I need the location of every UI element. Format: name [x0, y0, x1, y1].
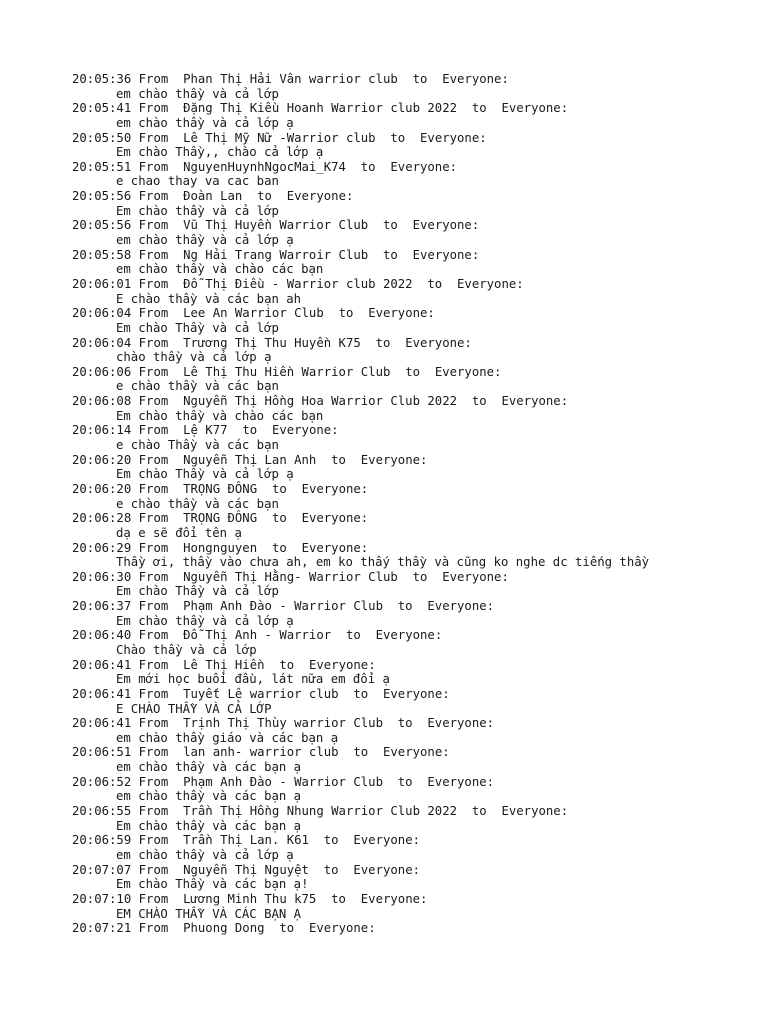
chat-message-text: e chào thầy và các bạn	[116, 379, 279, 394]
message-sender: Lê Thị Mỹ Nữ -Warrior club	[183, 130, 376, 145]
message-sender: lan anh- warrior club	[183, 745, 339, 760]
message-timestamp: 20:05:56	[72, 189, 132, 204]
chat-message-text: e chao thay va cac ban	[116, 174, 279, 189]
to-label: to	[271, 511, 287, 526]
message-recipient: Everyone	[360, 452, 421, 467]
message-sender: Lệ K77	[183, 423, 228, 438]
chat-message-header: 20:05:50 From Lê Thị Mỹ Nữ -Warrior club to Everyone:	[72, 130, 487, 145]
to-label: to	[412, 569, 428, 584]
message-recipient: Everyone	[412, 218, 472, 233]
message-timestamp: 20:06:37	[72, 599, 132, 614]
chat-message-header: 20:06:59 From Trần Thị Lan. K61 to Everyone:	[72, 833, 421, 848]
message-sender: Hongnguyen	[183, 540, 258, 555]
from-label: From	[138, 862, 169, 877]
to-label: to	[242, 423, 258, 438]
message-recipient: Everyone	[390, 159, 450, 174]
message-sender: Trần Thị Hồng Nhung Warrior Club 2022	[183, 804, 458, 819]
message-sender: Ng Hải Trang Warroir Club	[183, 247, 369, 262]
from-label: From	[138, 833, 169, 848]
message-recipient: Everyone	[271, 423, 332, 438]
message-timestamp: 20:07:07	[72, 862, 132, 877]
chat-message-text: em chào thầy và các bạn ạ	[116, 760, 302, 775]
message-sender: Nguyễn Thị Hằng- Warrior Club	[183, 569, 398, 584]
from-label: From	[138, 716, 169, 731]
chat-message-header: 20:05:41 From Đặng Thị Kiều Hoanh Warrior club 2022 to Everyone:	[72, 101, 569, 116]
to-label: to	[338, 306, 354, 321]
to-label: to	[397, 716, 413, 731]
to-label: to	[471, 804, 487, 819]
message-recipient: Everyone	[368, 306, 428, 321]
from-label: From	[138, 72, 169, 86]
message-timestamp: 20:06:01	[72, 276, 132, 291]
from-label: From	[138, 774, 169, 789]
chat-message-header: 20:06:41 From Tuyết Lê warrior club to Everyone:	[72, 686, 450, 701]
to-label: to	[375, 335, 391, 350]
message-sender: Phuong Dong	[183, 921, 265, 936]
chat-message-header: 20:05:56 From Vũ Thị Huyền Warrior Club to Everyone:	[72, 218, 480, 233]
message-timestamp: 20:06:28	[72, 511, 132, 526]
message-recipient: Everyone	[383, 686, 443, 701]
chat-message-text: em chào thầy và cả lớp ạ	[116, 233, 294, 248]
chat-message-header: 20:06:04 From Trương Thị Thu Huyền K75 to Everyone:	[72, 335, 472, 350]
message-timestamp: 20:05:36	[72, 72, 132, 86]
chat-message-text: chào thầy và cả lớp ạ	[116, 350, 272, 365]
message-recipient: Everyone	[301, 540, 361, 555]
message-sender: Phạm Anh Đào - Warrior Club	[183, 599, 383, 614]
message-recipient: Everyone	[412, 247, 472, 262]
message-timestamp: 20:06:41	[72, 716, 132, 731]
message-sender: Vũ Thị Huyền Warrior Club	[183, 218, 369, 233]
to-label: to	[331, 891, 346, 906]
from-label: From	[138, 189, 169, 204]
message-sender: TRỌNG ĐÔNG	[183, 481, 258, 496]
message-timestamp: 20:06:59	[72, 833, 132, 848]
message-timestamp: 20:06:08	[72, 394, 132, 409]
message-sender: Nguyễn Thị Lan Anh	[183, 452, 317, 467]
message-recipient: Everyone	[427, 599, 487, 614]
message-timestamp: 20:05:58	[72, 247, 132, 262]
message-timestamp: 20:06:20	[72, 452, 132, 467]
chat-message-text: em chào thầy và cả lớp	[116, 86, 279, 101]
from-label: From	[138, 569, 169, 584]
message-sender: Phạm Anh Đào - Warrior Club	[183, 774, 383, 789]
chat-message-text: dạ e sẽ đổi tên ạ	[116, 525, 242, 540]
chat-message-header: 20:06:08 From Nguyễn Thị Hồng Hoa Warrior Club 2022 to Everyone:	[72, 394, 569, 409]
chat-message-text: em chào thầy và cả lớp ạ	[116, 115, 294, 130]
chat-message-header: 20:06:29 From Hongnguyen to Everyone:	[72, 540, 369, 555]
message-timestamp: 20:06:29	[72, 540, 132, 555]
message-recipient: Everyone	[434, 364, 495, 379]
message-recipient: Everyone	[301, 481, 361, 496]
chat-message-header: 20:06:30 From Nguyễn Thị Hằng- Warrior Club to Everyone:	[72, 569, 509, 584]
chat-transcript	[72, 72, 732, 936]
chat-message-text: Em chào Thầy và cả lớp	[116, 584, 279, 599]
to-label: to	[271, 540, 287, 555]
chat-message-header: 20:07:07 From Nguyễn Thị Nguyệt to Everyone:	[72, 862, 421, 877]
chat-message-text: Em chào Thầy và các bạn ạ!	[116, 877, 309, 892]
to-label: to	[390, 130, 406, 145]
chat-message-text: Em chào Thầy,, chào cả lớp ạ	[116, 145, 324, 160]
to-label: to	[323, 862, 339, 877]
chat-message-text: Em chào Thầy và cả lớp	[116, 320, 279, 335]
chat-message-header: 20:06:01 From Đỗ Thị Điều - Warrior club 2022 to Everyone:	[72, 276, 524, 291]
message-sender: Phan Thị Hải Vân warrior club	[183, 72, 398, 86]
chat-message-text: Em chào thầy và các bạn ạ	[116, 818, 302, 833]
to-label: to	[257, 189, 272, 204]
message-sender: Tuyết Lê warrior club	[183, 686, 339, 701]
chat-message-text: Em chào thầy và cả lớp ạ	[116, 613, 294, 628]
message-sender: Lê Thị Thu Hiền Warrior Club	[183, 364, 391, 379]
from-label: From	[138, 657, 169, 672]
message-timestamp: 20:06:14	[72, 423, 132, 438]
to-label: to	[397, 599, 413, 614]
message-recipient: Everyone	[427, 716, 487, 731]
message-recipient: Everyone	[442, 569, 502, 584]
chat-message-header: 20:06:51 From lan anh- warrior club to Everyone:	[72, 745, 450, 760]
chat-message-text: Chào thầy và cả lớp	[116, 642, 257, 657]
to-label: to	[397, 774, 413, 789]
message-timestamp: 20:06:52	[72, 774, 132, 789]
message-recipient: Everyone	[383, 745, 443, 760]
chat-message-text: em chào thầy giáo và các bạn ạ	[116, 730, 339, 745]
message-recipient: Everyone	[427, 774, 487, 789]
message-timestamp: 20:06:40	[72, 628, 132, 643]
message-sender: Nguyễn Thị Nguyệt	[183, 862, 309, 877]
message-recipient: Everyone	[442, 72, 502, 86]
chat-message-header: 20:05:58 From Ng Hải Trang Warroir Club to Everyone:	[72, 247, 480, 262]
from-label: From	[138, 511, 169, 526]
to-label: to	[427, 276, 443, 291]
chat-message-text: E chào thầy và các bạn ah	[116, 291, 302, 306]
chat-message-text: e chào Thầy và các bạn	[116, 438, 279, 453]
from-label: From	[138, 452, 169, 467]
message-timestamp: 20:06:04	[72, 335, 132, 350]
message-recipient: Everyone	[360, 891, 421, 906]
from-label: From	[138, 247, 169, 262]
chat-message-text: E CHÀO THẦY VÀ CẢ LỚP	[116, 701, 272, 716]
message-recipient: Everyone	[457, 276, 517, 291]
chat-message-text: em chào thầy và cả lớp ạ	[116, 847, 294, 862]
chat-message-text: Em chào thầy và cả lớp	[116, 203, 279, 218]
chat-message-header: 20:06:40 From Đỗ Thị Anh - Warrior to Everyone:	[72, 628, 443, 643]
message-recipient: Everyone	[405, 335, 465, 350]
message-sender: Nguyễn Thị Hồng Hoa Warrior Club 2022	[183, 394, 458, 409]
from-label: From	[138, 540, 169, 555]
message-recipient: Everyone	[420, 130, 480, 145]
to-label: to	[279, 657, 295, 672]
chat-message-header: 20:05:51 From NguyenHuynhNgocMai_K74 to Everyone:	[72, 159, 458, 174]
message-timestamp: 20:05:50	[72, 130, 132, 145]
message-recipient: Everyone	[501, 101, 561, 116]
to-label: to	[412, 72, 428, 86]
chat-message-text: Em chào Thầy và cả lớp ạ	[116, 467, 294, 482]
to-label: to	[345, 628, 361, 643]
from-label: From	[138, 130, 169, 145]
to-label: to	[382, 218, 398, 233]
chat-message-header: 20:07:21 From Phuong Dong to Everyone:	[72, 921, 376, 936]
to-label: to	[279, 921, 295, 936]
chat-message-text: em chào thầy và các bạn ạ	[116, 789, 302, 804]
to-label: to	[353, 686, 369, 701]
chat-message-text: Thầy ơi, thầy vào chưa ah, em ko thấy thầy và cũng ko nghe dc tiếng thầy	[116, 555, 650, 570]
message-timestamp: 20:06:55	[72, 804, 132, 819]
chat-message-header: 20:06:28 From TRỌNG ĐÔNG to Everyone:	[72, 511, 369, 526]
chat-message-header: 20:06:20 From TRỌNG ĐÔNG to Everyone:	[72, 481, 369, 496]
message-sender: TRỌNG ĐÔNG	[183, 511, 258, 526]
from-label: From	[138, 159, 169, 174]
message-sender: Trần Thị Lan. K61	[183, 833, 309, 848]
from-label: From	[138, 921, 169, 936]
message-timestamp: 20:05:56	[72, 218, 132, 233]
from-label: From	[138, 218, 169, 233]
message-timestamp: 20:06:41	[72, 686, 132, 701]
to-label: to	[471, 101, 487, 116]
message-recipient: Everyone	[501, 804, 561, 819]
message-timestamp: 20:07:10	[72, 891, 132, 906]
message-sender: Đỗ Thị Điều - Warrior club 2022	[183, 276, 413, 291]
from-label: From	[138, 628, 169, 643]
message-recipient: Everyone	[501, 394, 561, 409]
chat-message-header: 20:06:55 From Trần Thị Hồng Nhung Warrior Club 2022 to Everyone:	[72, 804, 569, 819]
message-timestamp: 20:06:41	[72, 657, 132, 672]
message-sender: Lương Minh Thu k75	[183, 891, 317, 906]
chat-message-text: EM CHÀO THẦY VÀ CÁC BẠN Ạ	[116, 906, 302, 921]
from-label: From	[138, 804, 169, 819]
message-timestamp: 20:05:51	[72, 159, 132, 174]
message-recipient: Everyone	[353, 862, 413, 877]
chat-message-header: 20:06:14 From Lệ K77 to Everyone:	[72, 423, 339, 438]
chat-message-text: Em chào thầy và chào các bạn	[116, 408, 324, 423]
message-timestamp: 20:06:20	[72, 481, 132, 496]
message-sender: Trịnh Thị Thùy warrior Club	[183, 716, 383, 731]
chat-message-text: em chào thầy và chào các bạn	[116, 262, 324, 277]
from-label: From	[138, 891, 169, 906]
message-recipient: Everyone	[308, 921, 369, 936]
message-sender: Lê Thị Hiền	[183, 657, 265, 672]
chat-message-header: 20:06:41 From Lê Thị Hiền to Everyone:	[72, 657, 376, 672]
to-label: to	[323, 833, 339, 848]
message-timestamp: 20:06:06	[72, 364, 132, 379]
from-label: From	[138, 335, 169, 350]
from-label: From	[138, 599, 169, 614]
message-timestamp: 20:06:04	[72, 306, 132, 321]
message-timestamp: 20:06:30	[72, 569, 132, 584]
to-label: to	[382, 247, 398, 262]
message-recipient: Everyone	[375, 628, 435, 643]
to-label: to	[353, 745, 369, 760]
message-sender: Đặng Thị Kiều Hoanh Warrior club 2022	[183, 101, 458, 116]
to-label: to	[471, 394, 487, 409]
message-sender: Đoàn Lan	[183, 189, 243, 204]
from-label: From	[138, 364, 169, 379]
message-recipient: Everyone	[301, 511, 361, 526]
from-label: From	[138, 686, 169, 701]
to-label: to	[271, 481, 287, 496]
chat-message-text: Em mới học buổi đầu, lát nữa em đổi ạ	[116, 672, 390, 687]
chat-message-header: 20:06:52 From Phạm Anh Đào - Warrior Club to Everyone:	[72, 774, 495, 789]
message-timestamp: 20:07:21	[72, 921, 132, 936]
chat-message-header: 20:06:06 From Lê Thị Thu Hiền Warrior Club to Everyone:	[72, 364, 502, 379]
message-timestamp: 20:05:41	[72, 101, 132, 116]
message-sender: Đỗ Thị Anh - Warrior	[183, 628, 332, 643]
chat-message-header: 20:05:56 From Đoàn Lan to Everyone:	[72, 189, 354, 204]
to-label: to	[331, 452, 346, 467]
from-label: From	[138, 306, 169, 321]
from-label: From	[138, 394, 169, 409]
message-recipient: Everyone	[308, 657, 369, 672]
chat-message-header: 20:06:04 From Lee An Warrior Club to Everyone:	[72, 306, 435, 321]
message-recipient: Everyone	[286, 189, 346, 204]
message-sender: Trương Thị Thu Huyền K75	[183, 335, 361, 350]
to-label: to	[405, 364, 420, 379]
from-label: From	[138, 745, 169, 760]
message-sender: Lee An Warrior Club	[183, 306, 324, 321]
from-label: From	[138, 276, 169, 291]
to-label: to	[360, 159, 376, 174]
chat-message-header: 20:05:36 From Phan Thị Hải Vân warrior club to Everyone:	[72, 72, 509, 86]
chat-message-header: 20:07:10 From Lương Minh Thu k75 to Everyone:	[72, 891, 428, 906]
message-recipient: Everyone	[353, 833, 413, 848]
chat-message-header: 20:06:20 From Nguyễn Thị Lan Anh to Everyone:	[72, 452, 428, 467]
message-timestamp: 20:06:51	[72, 745, 132, 760]
chat-message-header: 20:06:37 From Phạm Anh Đào - Warrior Club to Everyone:	[72, 599, 495, 614]
message-sender: NguyenHuynhNgocMai_K74	[183, 159, 346, 174]
from-label: From	[138, 423, 169, 438]
from-label: From	[138, 101, 169, 116]
chat-message-text: e chào thầy và các bạn	[116, 496, 279, 511]
chat-message-header: 20:06:41 From Trịnh Thị Thùy warrior Club to Everyone:	[72, 716, 495, 731]
from-label: From	[138, 481, 169, 496]
